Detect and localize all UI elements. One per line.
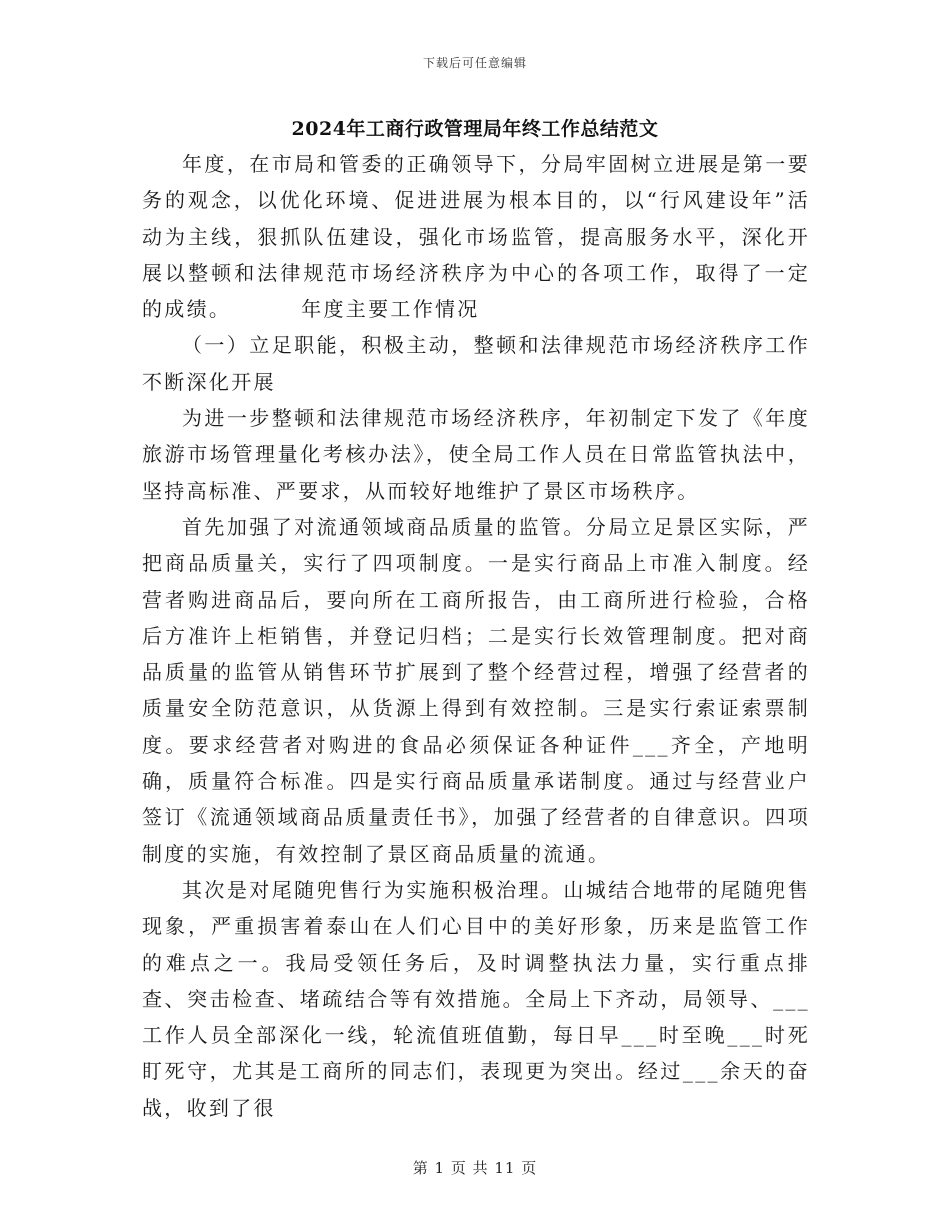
document-body [142,146,810,1126]
sub-heading: （一）立足职能，积极主动，整顿和法律规范市场经济秩序工作不断深化开展 [142,333,810,394]
section-heading: 年度主要工作情况 [301,297,480,322]
body-paragraph-1: 为进一步整顿和法律规范市场经济秩序，年初制定下发了《年度旅游市场管理量化考核办法》，使全局工作人员在日常监管执法中，坚持高标准、严要求，从而较好地维护了景区市场秩序。 [142,406,810,503]
body-paragraph-3: 其次是对尾随兜售行为实施积极治理。山城结合地带的尾随兜售现象，严重损害着泰山在人们心目中的美好形象，历来是监管工作的难点之一。我局受领任务后，及时调整执法力量，实行重点排查、突击检查、堵疏结合等有效措施。全局上下齐动，局领导、___工作人员全部深化一线，轮流值班值勤，每日早___时至晚___时死盯死守，尤其是工商所的同志们，表现更为突出。经过___余天的奋战，收到了很 [142,877,810,1120]
body-paragraph-2: 首先加强了对流通领域商品质量的监管。分局立足景区实际，严把商品质量关，实行了四项制度。一是实行商品上市准入制度。经营者购进商品后，要向所在工商所报告，由工商所进行检验，合格后方准许上柜销售，并登记归档；二是实行长效管理制度。把对商品质量的监管从销售环节扩展到了整个经营过程，增强了经营者的质量安全防范意识，从货源上得到有效控制。三是实行索证索票制度。要求经营者对购进的食品必须保证各种证件___齐全，产地明确，质量符合标准。四是实行商品质量承诺制度。通过与经营业户签订《流通领域商品质量责任书》，加强了经营者的自律意识。四项制度的实施，有效控制了景区商品质量的流通。 [142,514,810,866]
header-note: 下载后可任意编辑 [422,56,527,70]
page-number: 第 1 页 共 11 页 [412,1159,538,1177]
intro-paragraph [142,146,810,327]
intro-text: 年度，在市局和管委的正确领导下，分局牢固树立进展是第一要务的观念，以优化环境、促进进展为根本目的，以“行风建设年”活动为主线，狠抓队伍建设，强化市场监管，提高服务水平，深化开展以整顿和法律规范市场经济秩序为中心的各项工作，取得了一定的成绩。 [142,152,810,322]
page-title: 2024年工商行政管理局年终工作总结范文 [291,118,659,140]
